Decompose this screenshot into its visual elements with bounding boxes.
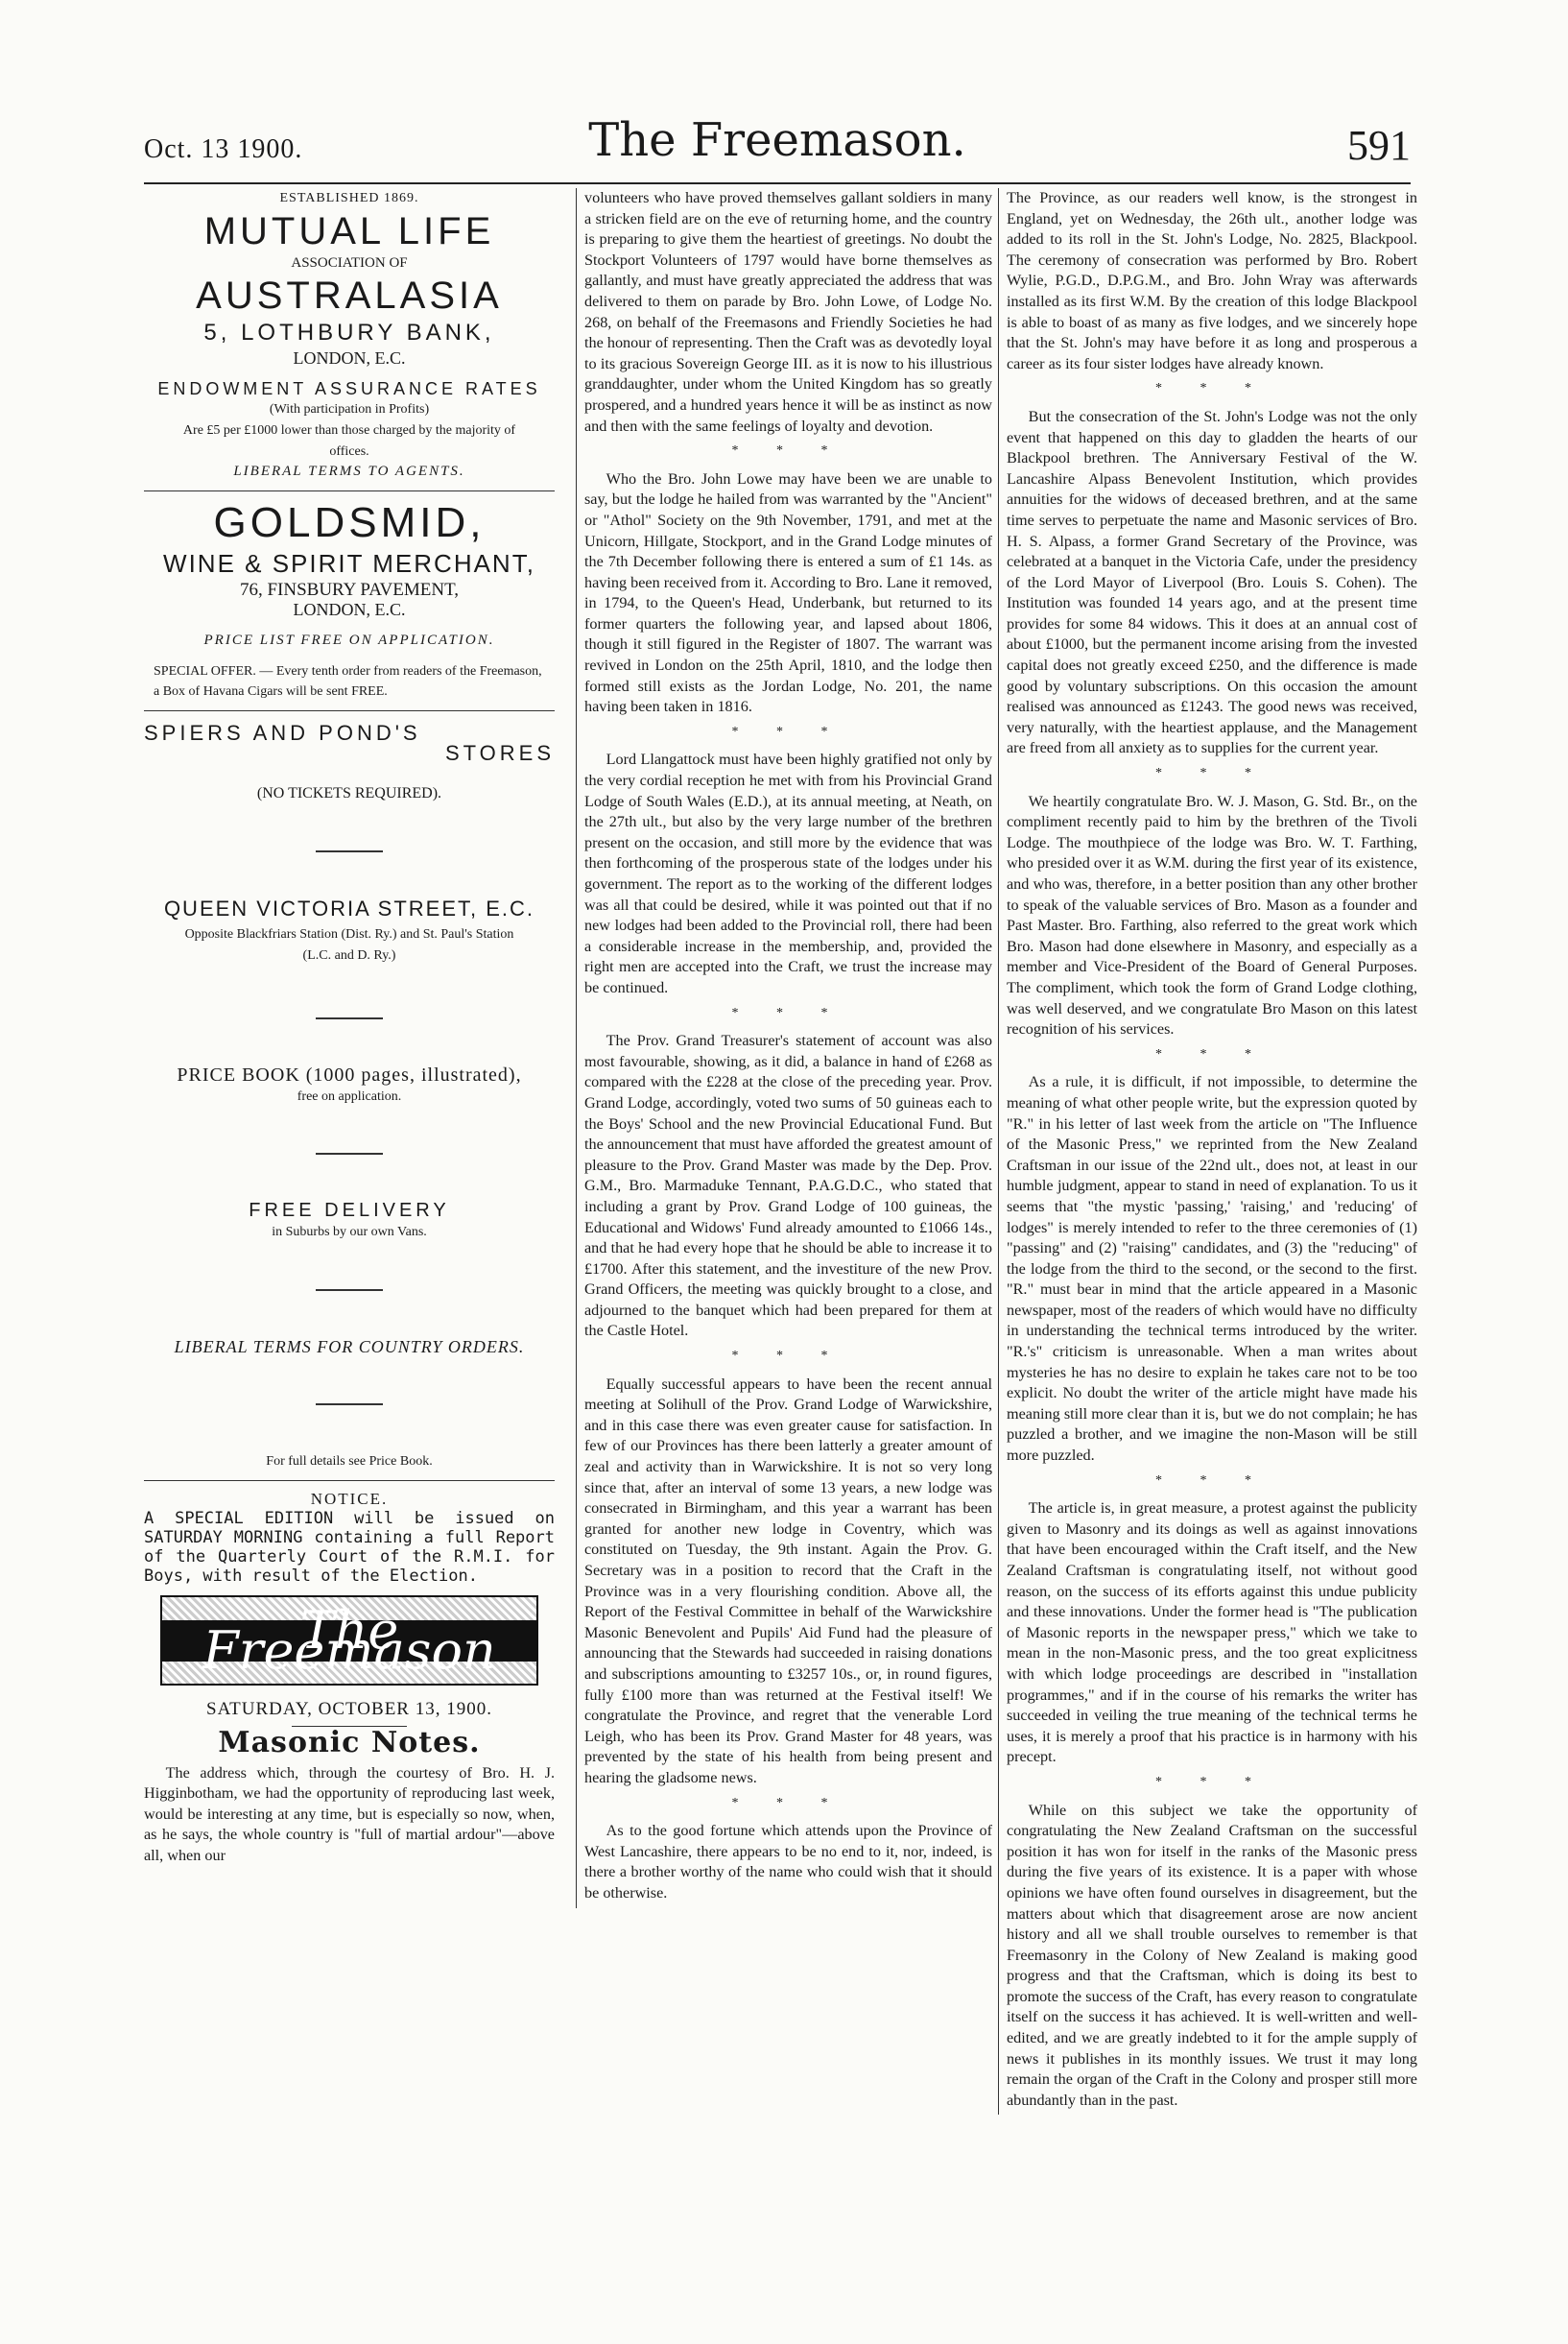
article-paragraph: The Prov. Grand Treasurer's statement of account was also most favourable, showing, as it did, a balance in hand of £268 as compared with the £228 at the close of the preceding year. Prov. Grand Lodge, accordingly, voted two sums of 50 guineas each to the Boys' School and the new Provincial Educational Fund. But the announcement that must have afforded the greatest amount of pleasure to the Prov. Grand Master was made by the Dep. Prov. G.M., Bro. Marmaduke Tennant, P.A.G.D.C., who stated that including a grant by Prov. Grand Lodge of 100 guineas, the Educational and Widows' Fund already amounted to £1066 14s., and that he had every hope that he should be able to increase it to £1700. After this statement, and the investiture of the new Prov. Grand Officers, the meeting was quickly brought to a close, and adjourned to the banquet which had been prepared for them at the Castle Hotel. [584, 1032, 992, 1340]
article-paragraph: Equally successful appears to have been the recent annual meeting at Solihull of the Prov. Grand Lodge of Warwickshire, and in this case there was even greater cause for satisfaction. In few of our Provinces has there been latterly a greater amount of zeal and activity than in Warwickshire. It is not so very long since that, after an interval of some 13 years, a new lodge was consecrated in Birmingham, and this year a warrant has been granted for another new lodge in Coventry, which was constituted on Tuesday, the 9th instant. Again the Prov. G. Secretary was in a position to record that the Craft in the Province was in a very flourishing condition. Above all, the Report of the Festival Committee in behalf of the Warwickshire Masonic Benevolent and Pupils' Aid Fund had the pleasure of announcing that the Stewards had succeeded in raising donations and subscriptions amounting to £3257 10s., or, in round figures, fully £100 more than was returned at the Festival itself! We congratulate the Province, and regret that the venerable Lord Leigh, who has been its Prov. Grand Master for 48 years, was prevented by the state of his health from being present and hearing the gladsome news. [584, 1375, 992, 1786]
ad-mutual-region: AUSTRALASIA [196, 275, 503, 318]
ad-short-rule [316, 850, 383, 852]
ad-spiers [144, 720, 555, 1472]
ad-spiers-details: For full details see Price Book. [266, 1454, 433, 1470]
ad-short-rule [316, 1289, 383, 1291]
ad-spiers-opposite: Opposite Blackfriars Station (Dist. Ry.) and St. Paul's Station (L.C. and D. Ry.) [184, 927, 514, 963]
ad-mutual-agents: LIBERAL TERMS TO AGENTS. [233, 464, 465, 480]
separator-stars: * * * [1155, 1472, 1269, 1488]
notice [144, 1489, 555, 1587]
notice-title: NOTICE. [310, 1489, 389, 1508]
article-paragraph: Lord Llangattock must have been highly gratified not only by the very cordial reception he met with from his Provincial Grand Lodge of South Wales (E.D.), at its annual meeting, at Neath, on the 27th ult., but also by the very large number of the brethren present on the occasion, and still more by the evidence that was then forthcoming of the prosperous state of the lodges under his government. The report as to the working of the different lodges was all that could be desired, while it was pointed out that if no new lodges had been added to the Provincial roll, there had been a considerable increase in the membership, and, provided the right men are accepted into the Craft, we trust the increase may be continued. [584, 751, 992, 996]
article-paragraph: As a rule, it is difficult, if not impossible, to determine the meaning of what other people write, but the expression quoted by "R." in his letter of last week from the article on "The Influence of the Masonic Press," we reprinted from the New Zealand Craftsman in our issue of the 22nd ult., does not, at least in our humble judgment, appear to stand in need of explanation. To us it seems that "the mystic 'passing,' 'raising,' and 'reducing' of lodges" is merely intended to refer to the three ceremonies of (1) "passing" and (2) "raising" candidates, and (3) the "reducing" of the lodge from the third to the second, or the second to the first. "R." must bear in mind that the article appeared in a Masonic newspaper, most of the readers of which would have no difficulty in understanding the technical terms introduced by the writer. "R.'s" criticism is unreasonable. When a man writes about mysteries he has no desire to explain he takes care not to be too explicit. No doubt the writer of the article might have made his meaning still more clear than it is, but we do not complain; he has puzzled a brother, and we imagine the non-Mason will be still more puzzled. [1007, 1073, 1417, 1465]
section-heading: Masonic Notes. [218, 1726, 481, 1760]
article-paragraph: But the consecration of the St. John's Lodge was not the only event that happened on this day to gladden the hearts of our Blackpool brethren. The Anniversary Festival of the W. Lancashire Alpass Benevolent Institution, which provides annuities for the widows of deceased brethren, and at the same time serves to perpetuate the name and Masonic services of Bro. H. S. Alpass, a former Grand Secretary of the Province, was celebrated at a banquet in the Victoria Cafe, under the presidency of the Lord Mayor of Liverpool (Bro. Louis S. Cohen). The Institution was founded 14 years ago, and at the present time provides for some 84 widows. This it does at an annual cost of about £1000, but the permanent income arising from the invested capital does not greatly exceed £250, and the difference is made good by voluntary subscriptions. On this occasion the amount realised was announced as £1243. The good news was received, very naturally, with the heartiest applause, and the Management are freed from all anxiety as to supplies for the current year. [1007, 407, 1417, 757]
ad-spiers-delivery: FREE DELIVERY [249, 1200, 450, 1222]
ad-mutual-address1: 5, LOTHBURY BANK, [203, 320, 495, 347]
ad-short-rule [316, 1403, 383, 1405]
separator-stars: * * * [1155, 1774, 1269, 1789]
article-column-2 [576, 188, 992, 1908]
ad-mutual-lower: Are £5 per £1000 lower than those charged by the majority of offices. [182, 422, 516, 459]
article-paragraph: We heartily congratulate Bro. W. J. Mason, G. Std. Br., on the compliment recently paid to him by the brethren of the Tivoli Lodge. The mouthpiece of the lodge was Bro. W. T. Farthing, who presided over it as W.M. during the first year of its existence, and who was, therefore, in a better position than any other brother to speak of the valuable services of Bro. Mason as a founder and Past Master. Bro. Farthing, also referred to the great work which Bro. Mason had done elsewhere in Masonry, and especially as a member and Vice-President of the Board of General Purposes. The compliment, which took the form of Grand Lodge clothing, was well deserved, and we congratulate Bro Mason on this latest recognition of his services. [1007, 792, 1417, 1039]
ad-spiers-terms: LIBERAL TERMS FOR COUNTRY ORDERS. [174, 1336, 525, 1356]
freemason-logo [160, 1595, 538, 1686]
ad-goldsmid-address2: LONDON, E.C. [293, 600, 406, 620]
ad-mutual-life [144, 188, 555, 483]
ad-spiers-suburbs: in Suburbs by our own Vans. [272, 1225, 427, 1240]
ad-short-rule [316, 1153, 383, 1155]
logo-text: The Freemason [162, 1620, 536, 1662]
ad-goldsmid-pricelist: PRICE LIST FREE ON APPLICATION. [203, 632, 495, 648]
masthead-date: SATURDAY, OCTOBER 13, 1900. [206, 1699, 492, 1720]
ad-spiers-free: free on application. [297, 1088, 402, 1104]
separator-stars: * * * [731, 1005, 845, 1020]
article-paragraph: The article is, in great measure, a protest against the publicity given to Masonry and its doings as well as against innovations that have been encouraged within the Craft itself, and the New Zealand Craftsman is congratulating itself, not without good reason, on the success of its efforts against this undue publicity and these innovations. Under the former head is "The publication of Masonic reports in the newspaper press," which we take to mean in the non-Masonic press, and the too great explicitness with which lodge proceedings are described in "installation programmes," and if in the course of his remarks the writer has succeeded in veiling the true meaning of the technical terms he uses, it is merely a proof that his practice is in harmony with his precept. [1007, 1499, 1417, 1766]
ad-goldsmid-name: GOLDSMID, [213, 498, 486, 546]
page-header [144, 113, 1411, 180]
ad-spiers-street: QUEEN VICTORIA STREET, E.C. [163, 896, 535, 921]
ad-spiers-pricebook: PRICE BOOK (1000 pages, illustrated), [177, 1064, 522, 1087]
issue-date: Oct. 13 1900. [144, 134, 303, 164]
ad-divider [144, 710, 555, 711]
separator-stars: * * * [731, 443, 845, 459]
ad-spiers-title2: STORES [444, 741, 555, 766]
separator-stars: * * * [731, 1349, 845, 1364]
ad-short-rule [316, 1017, 383, 1019]
separator-stars: * * * [731, 724, 845, 739]
separator-stars: * * * [731, 1795, 845, 1810]
ad-mutual-rates: ENDOWMENT ASSURANCE RATES [157, 378, 541, 398]
notice-text: A SPECIAL EDITION will be issued on SATURDAY MORNING containing a full Report of the Quarterly Court of the R.M.I. for Boys, with result of the Election. [144, 1509, 555, 1587]
header-rule [144, 182, 1411, 184]
ad-established: ESTABLISHED 1869. [279, 191, 419, 205]
ad-goldsmid-offer: SPECIAL OFFER. — Every tenth order from readers of the Freemason, a Box of Havana Cigars will be sent FREE. [154, 663, 542, 700]
article-paragraph: Who the Bro. John Lowe may have been we are unable to say, but the lodge he hailed from was warranted by the "Ancient" or "Athol" Society on the 9th November, 1791, and met at the Unicorn, Hillgate, Stockport, and in the Grand Lodge minutes of the 7th December following there is entered a sum of £1 14s. as having been received from it. According to Bro. Lane it removed, in 1794, to the Queen's Head, Underbank, but returned to its former quarters the following year, and lapsed about 1806, though it still figured in the Register of 1807. The warrant was revived in London on the 25th April, 1810, and the lodge then formed still exists as the Jordan Lodge, No. 201, the name having been taken in 1816. [584, 469, 992, 716]
article-paragraph: While on this subject we take the opportunity of congratulating the New Zealand Craftsman on the successful position it has won for itself in the ranks of the Masonic press during the five years of its existence. It is a paper with whose opinions we have often found ourselves in disagreement, but the matters about which that disagreement arose are now ancient history and all we shall trouble ourselves to remember is that Freemasonry in the Colony of New Zealand is making good progress and that the Craftsman, which is doing its best to promote the success of the Craft, has every reason to congratulate itself on the success it has achieved. It is well-written and well-edited, and we are greatly indebted to it for the ample supply of news it publishes in its monthly issues. We trust it may long remain the organ of the Craft in the Colony and prosper still more abundantly than in the past. [1007, 1801, 1417, 2109]
separator-stars: * * * [1155, 766, 1269, 781]
advertisement-column [144, 188, 555, 1871]
ad-spiers-title1: SPIERS AND POND'S [144, 720, 421, 745]
ad-goldsmid [144, 499, 555, 703]
article-column-3 [998, 188, 1417, 2115]
ad-divider [144, 1480, 555, 1481]
article-paragraph: As to the good fortune which attends upon the Province of West Lancashire, there appears to be no end to it, nor, indeed, is there a brother worthy of the name who could wish that it should be otherwise. [584, 1822, 992, 1902]
ad-goldsmid-trade: WINE & SPIRIT MERCHANT, [163, 548, 535, 578]
ad-goldsmid-address1: 76, FINSBURY PAVEMENT, [239, 579, 460, 600]
separator-stars: * * * [1155, 1046, 1269, 1062]
ad-divider [144, 490, 555, 491]
publication-title: The Freemason. [588, 113, 966, 167]
ad-mutual-assoc: ASSOCIATION OF [291, 254, 408, 271]
article-paragraph: volunteers who have proved themselves gallant soldiers in many a stricken field are on the eve of returning home, and the country is preparing to give them the heartiest of greetings. No doubt the Stockport Volunteers of 1797 would have borne themselves as gallantly, and must have greatly appreciated the address that was delivered to them on parade by Bro. John Lowe, of Lodge No. 268, on behalf of the Freemasons and Friendly Societies he had the honour of representing. Then the Craft was as devotedly loyal to its gracious Sovereign George III. as it is now to his illustrious granddaughter, under whom the United Kingdom has so greatly prospered, and a hundred years hence it will be as instinct as now and then with the same feelings of loyalty and devotion. [584, 189, 992, 435]
ad-spiers-tickets: (NO TICKETS REQUIRED). [256, 784, 442, 801]
page-number: 591 [1347, 122, 1411, 169]
article-paragraph: The address which, through the courtesy of Bro. H. J. Higginbotham, we had the opportunity of reproducing last week, would be interesting at any time, but is especially so now, when, as he says, the whole country is "full of martial ardour"—above all, when our [144, 1763, 555, 1864]
ad-mutual-name: MUTUAL LIFE [203, 209, 495, 252]
article-paragraph: The Province, as our readers well know, is the strongest in England, yet on Wednesday, the 26th ult., another lodge was added to its roll in the St. John's Lodge, No. 2825, Blackpool. The ceremony of consecration was performed by Bro. Robert Wylie, P.G.D., D.P.G.M., and Bro. John Wray was afterwards installed as its first W.M. By the creation of this lodge Blackpool is able to boast of as many as five lodges, and we sincerely hope that the St. John's may have before it as long and prosperous a career as its four sister lodges have already known. [1007, 189, 1417, 372]
separator-stars: * * * [1155, 381, 1269, 396]
ad-mutual-profits: (With participation in Profits) [269, 402, 430, 418]
ad-mutual-address2: LONDON, E.C. [293, 348, 406, 369]
